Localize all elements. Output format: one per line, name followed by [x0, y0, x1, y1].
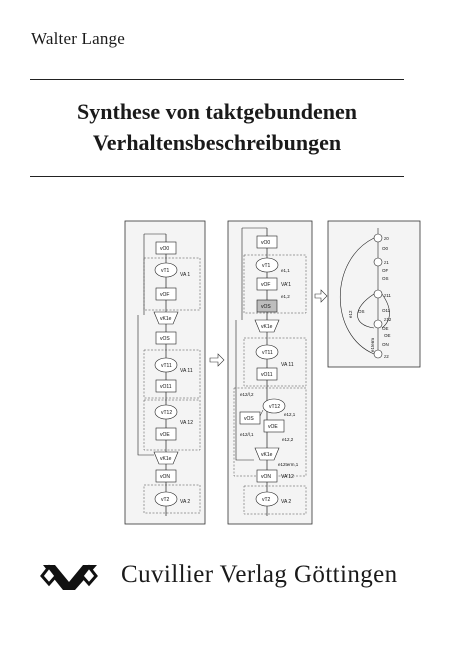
state-label-8: e12	[348, 310, 353, 318]
p2-node-6: vO11	[261, 372, 273, 378]
transform-arrow-1	[210, 354, 224, 366]
p1-node-8: vOE	[160, 432, 170, 438]
p1-node-3: vK1e	[160, 316, 172, 322]
p1-region-1: VA 11	[180, 368, 193, 374]
p1-node-11: vT2	[161, 497, 170, 503]
p1-node-7: vT12	[161, 410, 173, 416]
p2-region-0: VA'1	[281, 282, 292, 288]
p1-node-0: vO0	[160, 246, 170, 252]
p2-edge-4: e12/l,1	[240, 432, 254, 437]
title-line-1: Synthese von taktgebundenen	[77, 99, 357, 124]
state-label-9: e1term	[370, 337, 375, 352]
p2-region-2: VA'12	[281, 474, 294, 480]
p2-node-12: vT2	[262, 497, 271, 503]
state-graph-panel	[328, 221, 420, 367]
p1-node-5: vT11	[161, 363, 172, 369]
p2-node-8: vOS	[244, 416, 254, 422]
p2-edge-0: e1,1	[281, 268, 290, 273]
transform-arrow-2	[315, 290, 327, 302]
publisher-name: Cuvillier Verlag Göttingen	[121, 561, 398, 588]
p2-node-1: vT1	[262, 263, 271, 269]
state-label-1: OF	[382, 268, 389, 273]
bottom-rule	[30, 176, 404, 177]
state-4: z2	[384, 354, 389, 359]
cover-figure	[124, 220, 422, 526]
author-name: Walter Lange	[31, 29, 126, 48]
p2-node-11: vON	[261, 474, 271, 480]
p1-node-6: vO11	[160, 384, 172, 390]
state-label-7: ON	[382, 342, 389, 347]
figure-svg	[124, 220, 422, 526]
p1-node-10: vON	[160, 474, 170, 480]
p2-edge-6: e12term,1	[278, 462, 299, 467]
title-line-2: Verhaltensbeschreibungen	[92, 130, 342, 155]
flow-panel-1	[125, 221, 205, 524]
p1-region-0: VA 1	[180, 272, 191, 278]
p2-region-3: VA 2	[281, 499, 292, 505]
state-label-3: O11	[382, 308, 391, 313]
p2-node-9: vOE	[268, 424, 278, 430]
state-1: z1	[384, 260, 389, 265]
p1-region-2: VA 12	[180, 420, 193, 426]
p2-edge-1: e1,2	[281, 294, 290, 299]
p2-node-10: vK1e	[261, 452, 273, 458]
p2-node-2: vOF	[261, 282, 271, 288]
flow-panel-2	[228, 221, 312, 524]
state-label-4: OS	[358, 309, 365, 314]
state-label-6: OE	[384, 333, 391, 338]
state-0: z0	[384, 236, 389, 241]
p1-node-4: vOS	[160, 336, 170, 342]
p2-node-5: vT11	[262, 350, 273, 356]
state-label-2: OS	[382, 276, 389, 281]
publisher-logo	[39, 558, 101, 594]
state-label-5: OE	[382, 326, 389, 331]
state-label-0: O0	[382, 246, 389, 251]
state-2: z11	[384, 293, 391, 298]
p2-edge-3: e12,1	[284, 412, 296, 417]
p2-region-1: VA 11	[281, 362, 294, 368]
p1-region-3: VA 2	[180, 499, 191, 505]
state-3: z12	[384, 317, 392, 322]
p2-node-7: vT12	[269, 404, 281, 410]
book-title	[30, 96, 404, 158]
p2-edge-5: e12,2	[282, 437, 294, 442]
p1-node-9: vK1e	[160, 456, 172, 462]
p1-node-1: vT1	[161, 268, 170, 274]
p2-node-3: vOS	[261, 304, 271, 310]
p2-node-0: vO0	[261, 240, 271, 246]
p2-node-4: vK1e	[261, 324, 273, 330]
p2-edge-2: e12/l,2	[240, 392, 254, 397]
top-rule	[30, 79, 404, 80]
p1-node-2: vOF	[160, 292, 170, 298]
